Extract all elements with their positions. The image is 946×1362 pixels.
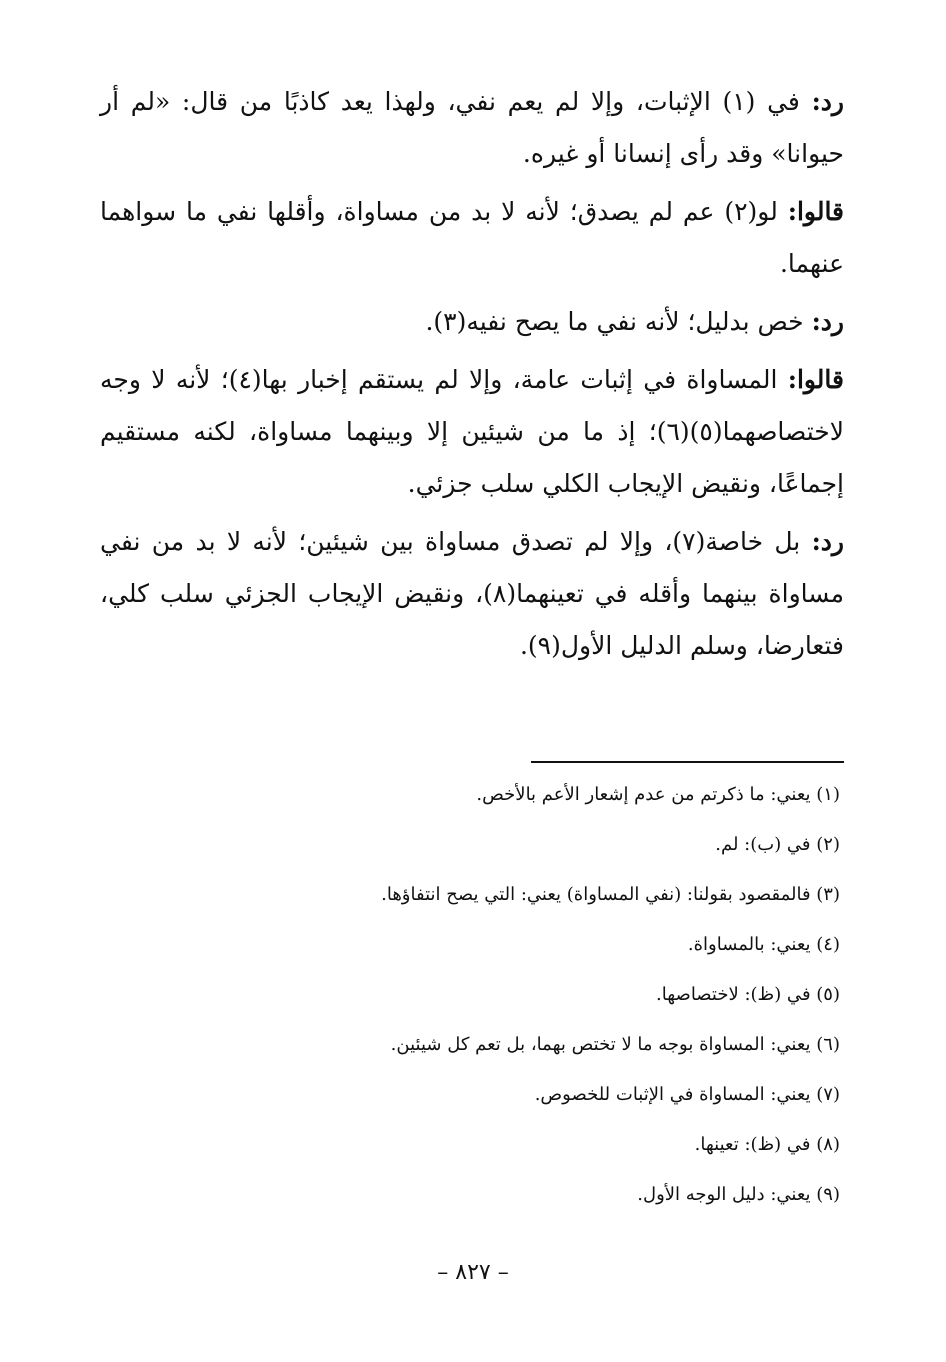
paragraph-reply-1 [100,76,844,180]
paragraph-objection-2 [100,354,844,510]
paragraph-body: في (١) الإثبات، وإلا لم يعم نفي، ولهذا يعد كاذبًا من قال: «لم أر حيوانا» وقد رأى إنسانا أو غيره. [100,87,844,168]
paragraph-body: المساواة في إثبات عامة، وإلا لم يستقم إخبار بها(٤)؛ لأنه لا وجه لاختصاصهما(٥)(٦)؛ إذ ما من شيئين إلا وبينهما مساواة، لكنه مستقيم إجماعًا، ونقيض الإيجاب الكلي سلب جزئي. [100,365,844,498]
footnote-1: (١) يعني: ما ذكرتم من عدم إشعار الأعم بالأخص. [476,784,840,805]
paragraph-body: خص بدليل؛ لأنه نفي ما يصح نفيه(٣). [425,307,812,336]
footnote-9: (٩) يعني: دليل الوجه الأول. [637,1184,840,1205]
footnote-3: (٣) فالمقصود بقولنا: (نفي المساواة) يعني: التي يصح انتفاؤها. [381,884,840,905]
paragraph-body: لو(٢) عم لم يصدق؛ لأنه لا بد من مساواة، وأقلها نفي ما سواهما عنهما. [100,197,844,278]
footnote-2: (٢) في (ب): لم. [715,834,840,855]
paragraph-body: بل خاصة(٧)، وإلا لم تصدق مساواة بين شيئين؛ لأنه لا بد من نفي مساواة بينهما وأقله في تعينهما(٨)، ونقيض الإيجاب الجزئي سلب كلي، فتعارضا، وسلم الدليل الأول(٩). [100,527,844,660]
page-number: – ٨٢٧ – [437,1260,509,1285]
paragraph-lead: رد: [811,307,844,336]
footnote-5: (٥) في (ظ): لاختصاصها. [656,984,840,1005]
paragraph-lead: قالوا: [787,365,844,394]
footnote-7: (٧) يعني: المساواة في الإثبات للخصوص. [534,1084,840,1105]
footnotes [100,782,840,1232]
footnote-6: (٦) يعني: المساواة بوجه ما لا تختص بهما، بل تعم كل شيئين. [390,1034,840,1055]
paragraph-lead: قالوا: [787,197,845,226]
paragraph-lead: رد: [811,87,844,116]
paragraph-reply-3 [100,516,844,672]
paragraph-reply-2 [100,296,844,348]
footnote-8: (٨) في (ظ): تعينها. [694,1134,840,1155]
footnote-4: (٤) يعني: بالمساواة. [687,934,840,955]
paragraph-lead: رد: [811,527,844,556]
main-text [100,76,844,678]
footnote-separator [531,761,844,763]
paragraph-objection-1 [100,186,844,290]
